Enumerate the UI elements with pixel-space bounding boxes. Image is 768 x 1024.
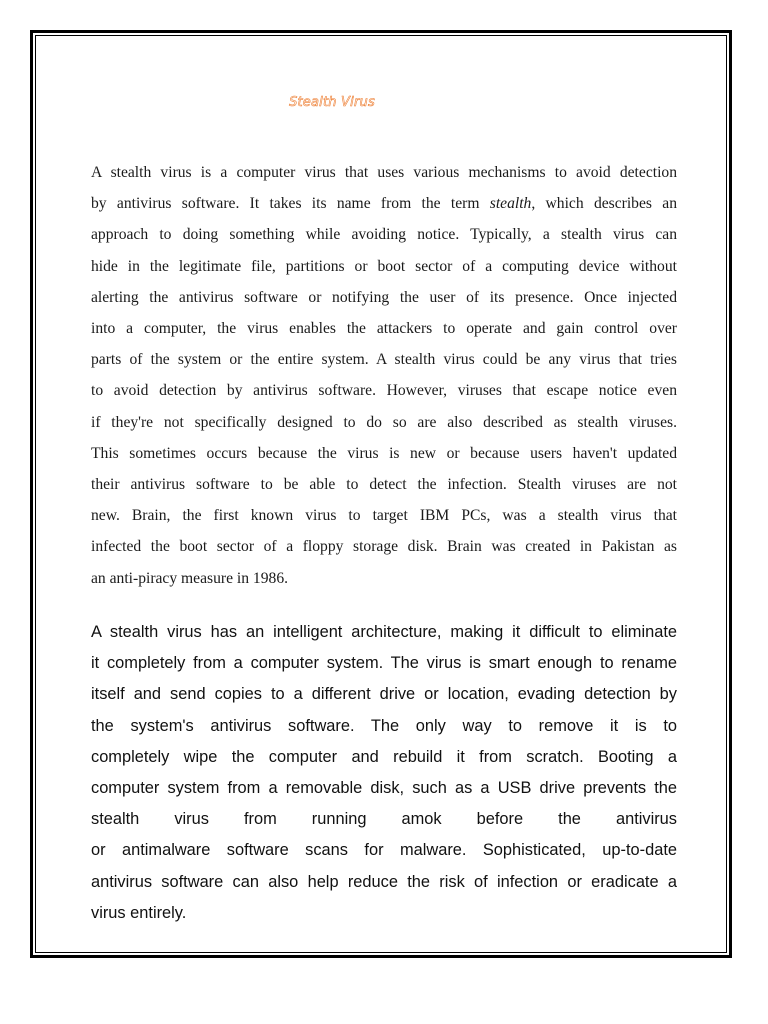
document-title [0, 95, 768, 110]
paragraph-2-line: computer system from a removable disk, such as a USB drive prevents the [91, 779, 677, 798]
paragraph-1-line: This sometimes occurs because the virus is new or because users haven't updated [91, 444, 677, 462]
paragraph-1-line: alerting the antivirus software or notifying the user of its presence. Once injected [91, 288, 677, 306]
paragraph-1-line: hide in the legitimate file, partitions or boot sector of a computing device without [91, 257, 677, 275]
paragraph-1-line: their antivirus software to be able to detect the infection. Stealth viruses are not [91, 476, 677, 494]
paragraph-1-line-text: , which describes an [531, 195, 677, 213]
paragraph-2-line: itself and send copies to a different drive or location, evading detection by [91, 685, 677, 704]
paragraph-1-line: infected the boot sector of a floppy storage disk. Brain was created in Pakistan as [91, 538, 677, 556]
paragraph-1 [91, 157, 677, 594]
paragraph-1-line: an anti-piracy measure in 1986. [91, 569, 289, 587]
paragraph-1-line: into a computer, the virus enables the attackers to operate and gain control over [91, 320, 677, 338]
paragraph-2-line: stealth virus from running amok before the antivirus [91, 810, 677, 829]
paragraph-1-line: if they're not specifically designed to do so are also described as stealth viruses. [91, 413, 677, 431]
paragraph-2-line: antivirus software can also help reduce the risk of infection or eradicate a [91, 872, 677, 891]
paragraph-2-line: virus entirely. [91, 903, 187, 922]
paragraph-2-line: the system's antivirus software. The only way to remove it is to [91, 716, 677, 735]
paragraph-1-line: to avoid detection by antivirus software. However, viruses that escape notice even [91, 382, 677, 400]
stealth-term: stealth [489, 195, 532, 213]
paragraph-1-line: approach to doing something while avoiding notice. Typically, a stealth virus can [91, 226, 677, 244]
paragraph-2-line: completely wipe the computer and rebuild it from scratch. Booting a [91, 747, 677, 766]
paragraph-1-line-text: by antivirus software. It takes its name from the term [91, 195, 490, 213]
paragraph-2-line: A stealth virus has an intelligent architecture, making it difficult to eliminate [91, 623, 677, 641]
paragraph-2 [91, 617, 677, 929]
paragraph-1-line [91, 188, 677, 219]
paragraph-2-line: it completely from a computer system. The virus is smart enough to rename [91, 654, 677, 673]
paragraph-1-line: A stealth virus is a computer virus that uses various mechanisms to avoid detection [91, 164, 677, 181]
paragraph-1-line: new. Brain, the first known virus to target IBM PCs, was a stealth virus that [91, 507, 677, 525]
paragraph-2-line: or antimalware software scans for malware. Sophisticated, up-to-date [91, 841, 677, 860]
paragraph-1-line: parts of the system or the entire system. A stealth virus could be any virus that tries [91, 351, 677, 369]
document-title-text: Stealth Virus [289, 95, 375, 110]
